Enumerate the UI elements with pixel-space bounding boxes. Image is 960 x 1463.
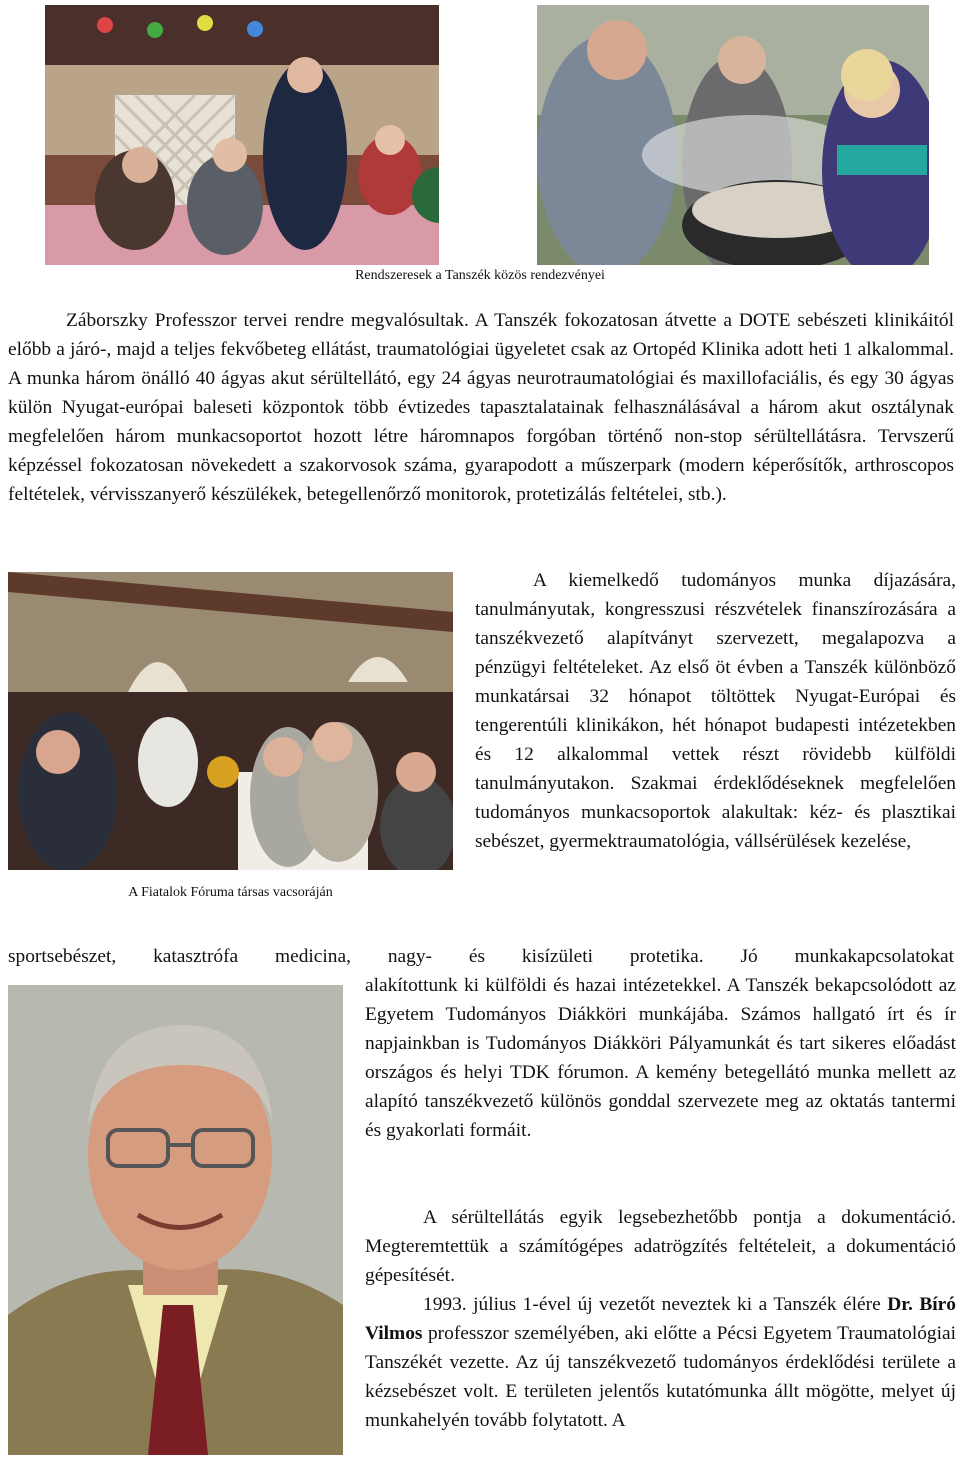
top-photo-caption: Rendszeresek a Tanszék közös rendezvényei — [355, 268, 605, 283]
dinner-photo-caption: A Fiatalok Fóruma társas vacsoráján — [128, 885, 333, 900]
paragraph-new-head — [365, 1290, 956, 1435]
cooking-photo — [537, 5, 929, 265]
paragraph-cooperation — [365, 971, 956, 1145]
new-head-name: Dr. Bíró Vilmos — [365, 1294, 956, 1344]
portrait-photo — [8, 985, 343, 1455]
paragraph-foundation-fullline-text: sportsebészet, katasztrófa medicina, nagy- és kisízületi protetika. Jó munkakapcsolatokat — [8, 946, 954, 967]
dinner-photo — [8, 572, 453, 870]
paragraph-intro-text: Záborszky Professzor tervei rendre megvalósultak. A Tanszék fokozatosan átvette a DOTE sebészeti klinikáitól előbb a járó-, majd a teljes fekvőbeteg ellátást, traumatológiai ügyeletet csak az Ortopéd Klinika adott heti 1 alkalommal. A munka három önálló 40 ágyas akut sérültellátó, egy 24 ágyas neurotraumatológiai és maxillofaciális, és egy 30 ágyas külön Nyugat-európai baleseti központok több évtizedes tapasztalatainak felhasználásával a három akut osztálynak megfelelően három munkacsoportot hozott létre háromnapos forgóban történő non-stop sérültellátásra. Tervszerű képzéssel fokozatosan növekedett a szakorvosok száma, gyarapodott a műszerpark (modern képerősítők, arthroscopos feltételek, vérvisszanyerő készülékek, betegellenőrző monitorok, protetizálás feltételei, stb.). — [8, 310, 954, 505]
paragraph-foundation-text: A kiemelkedő tudományos munka díjazására, tanulmányutak, kongresszusi részvételek finanszírozására a tanszékvezető alapítványt szervezett, megalapozva a pénzügyi feltételeket. Az első öt évben a Tanszék különböző munkatársai 32 hónapot töltöttek Nyugat-Európai és tengerentúli klinikákon, hét hónapot budapesti intézetekben és 12 alkalommal vettek részt rövidebb külföldi tanulmányutakon. Szakmai érdeklődéseknek megfelelően tudományos munkacsoportok alakultak: kéz- és plasztikai sebészet, gyermektraumatológia, vállsérülések kezelése, — [475, 570, 956, 852]
paragraph-foundation — [475, 566, 956, 856]
paragraph-documentation — [365, 1203, 956, 1290]
paragraph-new-head-text — [365, 1290, 956, 1435]
paragraph-cooperation-text: alakítottunk ki külföldi és hazai intézetekkel. A Tanszék bekapcsolódott az Egyetem Tudományos Diákköri munkájába. Számos hallgató írt és ír napjainkban is Tudományos Diákköri Pályamunkát és tart sikeres előadást országos és helyi TDK fórumon. A kemény betegellátó munka mellett az alapító tanszékvezető különös gonddal szervezete meg az oktatás tantermi és gyakorlati formáit. — [365, 975, 956, 1141]
new-head-details: professzor személyében, aki előtte a Pécsi Egyetem Traumatológiai Tanszékét vezette. Az új tanszékvezető tudományos érdeklődési területe a kézsebészet volt. E területen jelentős kutatómunka állt mögötte, melyet új munkahelyén tovább folytatott. A — [365, 1323, 956, 1431]
paragraph-documentation-text: A sérültellátás egyik legsebezhetőbb pontja a dokumentáció. Megteremtettük a számítógépes adatrögzítés feltételeit, a dokumentáció gépesítését. — [365, 1207, 956, 1286]
banquet-photo — [45, 5, 439, 265]
paragraph-intro — [8, 306, 954, 509]
new-head-intro: 1993. július 1-ével új vezetőt neveztek ki a Tanszék élére — [423, 1294, 881, 1315]
paragraph-foundation-fullline — [8, 942, 954, 971]
